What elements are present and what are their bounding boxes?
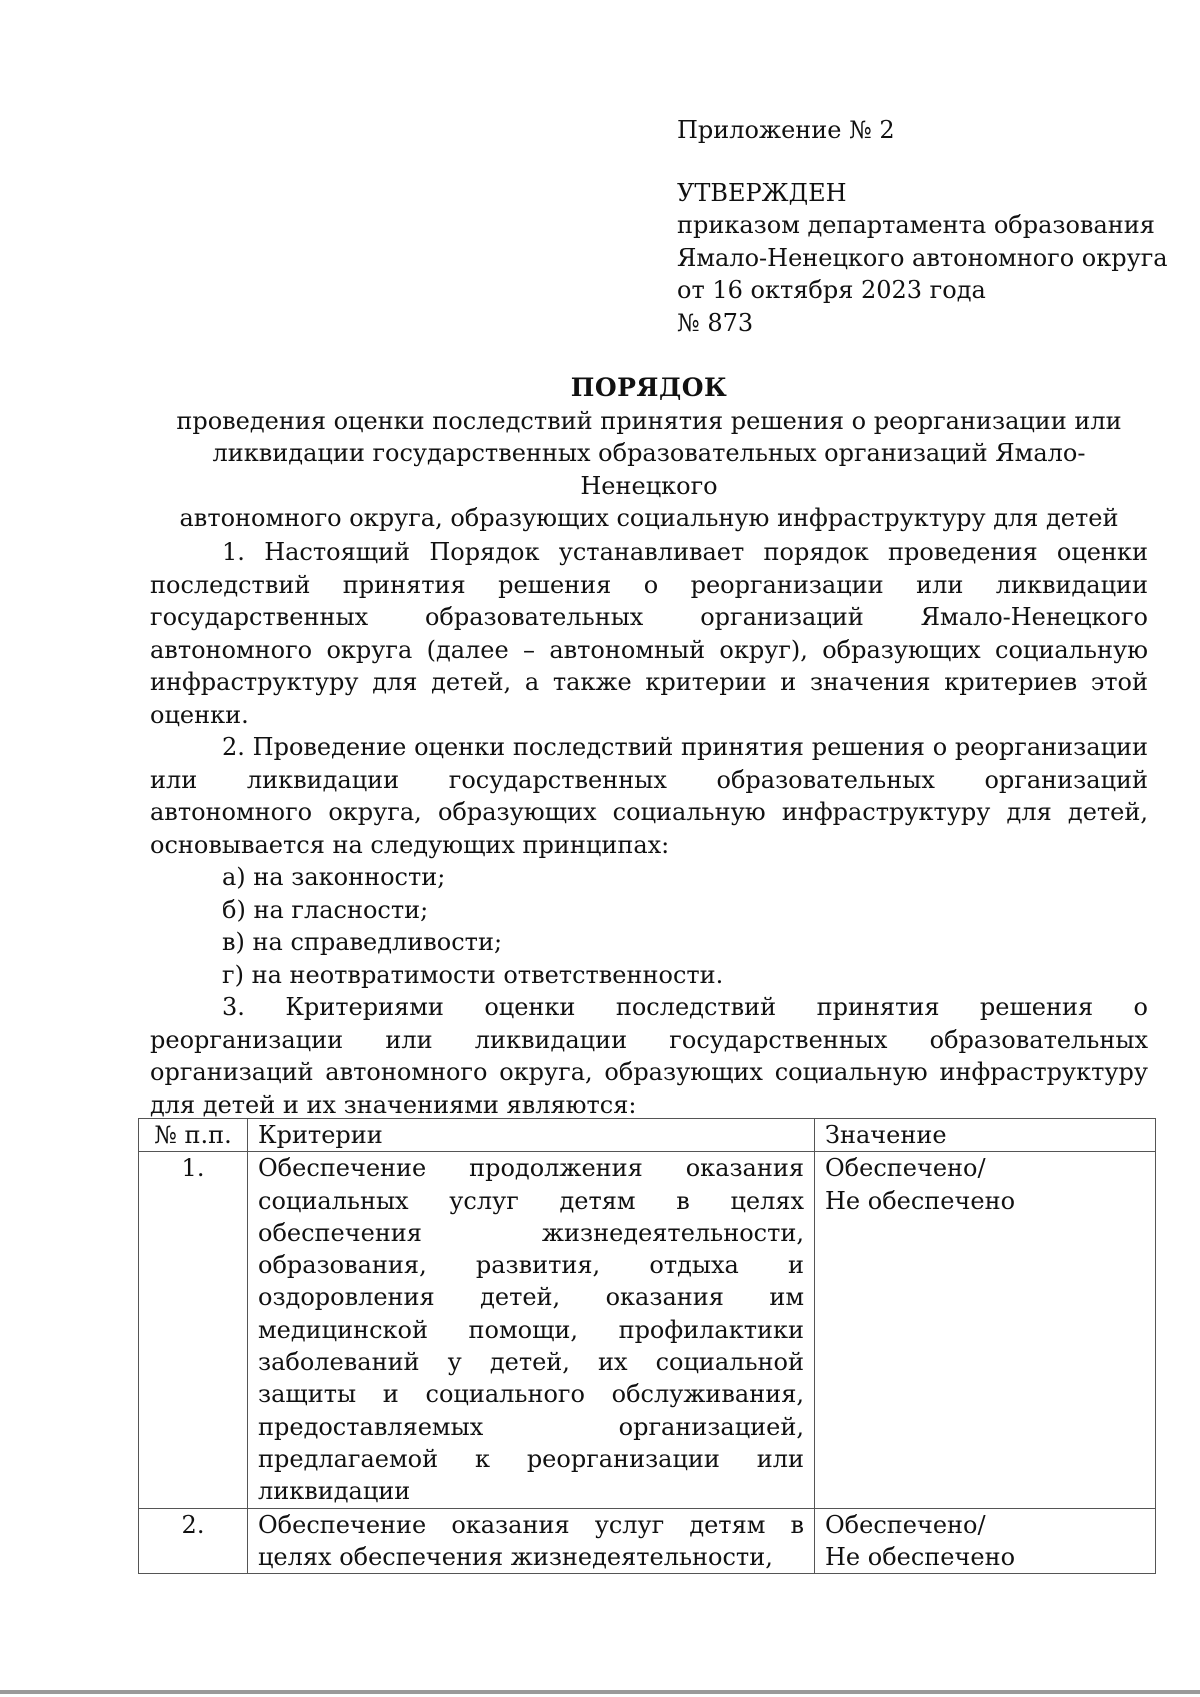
document-body — [150, 536, 1148, 1121]
approval-line: Ямало-Ненецкого автономного округа — [677, 243, 1168, 272]
principle-item: б) на гласности; — [222, 895, 429, 924]
scan-edge-line — [0, 1690, 1200, 1694]
header-number: № п.п. — [139, 1119, 248, 1152]
document-subtitle-line: автономного округа, образующих социальную инфраструктуру для детей — [179, 504, 1119, 532]
document-subtitle-line: ликвидации государственных образовательных организаций Ямало-Ненецкого — [212, 439, 1086, 500]
document-subtitle-line: проведения оценки последствий принятия решения о реорганизации или — [176, 406, 1122, 435]
criterion-value — [815, 1508, 1156, 1574]
paragraph-1: 1. Настоящий Порядок устанавливает порядок проведения оценки последствий принятия решения о реорганизации или ликвидации государственных образовательных организаций Ямало-Ненецкого автономного округа (далее – автономный округ), образующих социальную инфраструктуру для детей, а также критерии и значения критериев этой оценки. — [150, 538, 1148, 729]
table-row — [139, 1152, 1156, 1508]
document-title: ПОРЯДОК — [570, 373, 728, 402]
approval-line: приказом департамента образования — [677, 211, 1155, 239]
principle-item: г) на неотвратимости ответственности. — [222, 960, 724, 989]
criterion-text: Обеспечение продолжения оказания социальных услуг детям в целях обеспечения жизнедеятельности, образования, развития, отдыха и оздоровления детей, оказания им медицинской помощи, профилактики заболеваний у детей, их социальной защиты и социального обслуживания, предоставляемых организацией, предлагаемой к реорганизации или ликвидации — [248, 1152, 815, 1508]
table-header-row — [139, 1119, 1156, 1152]
approval-date: от 16 октября 2023 года — [677, 276, 986, 304]
row-number: 1. — [139, 1152, 248, 1508]
header-criteria: Критерии — [248, 1119, 815, 1152]
principle-item: в) на справедливости; — [222, 928, 503, 956]
order-number: № 873 — [677, 308, 754, 337]
criterion-value — [815, 1152, 1156, 1508]
header-value: Значение — [815, 1119, 1156, 1152]
value-line: Обеспечено/ — [825, 1154, 986, 1183]
value-line: Обеспечено/ — [825, 1510, 986, 1539]
value-line: Не обеспечено — [825, 1542, 1016, 1571]
paragraph-3: 3. Критериями оценки последствий принятия решения о реорганизации или ликвидации государственных образовательных организаций автономного округа, образующих социальную инфраструктуру для детей и их значениями являются: — [150, 993, 1148, 1119]
table-row — [139, 1508, 1156, 1574]
appendix-label: Приложение № 2 — [677, 116, 895, 144]
document-title-block — [150, 372, 1148, 535]
approval-block — [677, 114, 1168, 339]
criterion-text: Обеспечение оказания услуг детям в целях обеспечения жизнедеятельности, — [248, 1508, 815, 1574]
row-number: 2. — [139, 1508, 248, 1574]
value-line: Не обеспечено — [825, 1186, 1016, 1215]
principle-item: а) на законности; — [222, 863, 446, 891]
paragraph-2: 2. Проведение оценки последствий принятия решения о реорганизации или ликвидации государственных образовательных организаций автономного округа, образующих социальную инфраструктуру для детей, основывается на следующих принципах: — [150, 733, 1148, 859]
approved-label: УТВЕРЖДЕН — [677, 178, 847, 207]
criteria-table — [138, 1118, 1156, 1574]
